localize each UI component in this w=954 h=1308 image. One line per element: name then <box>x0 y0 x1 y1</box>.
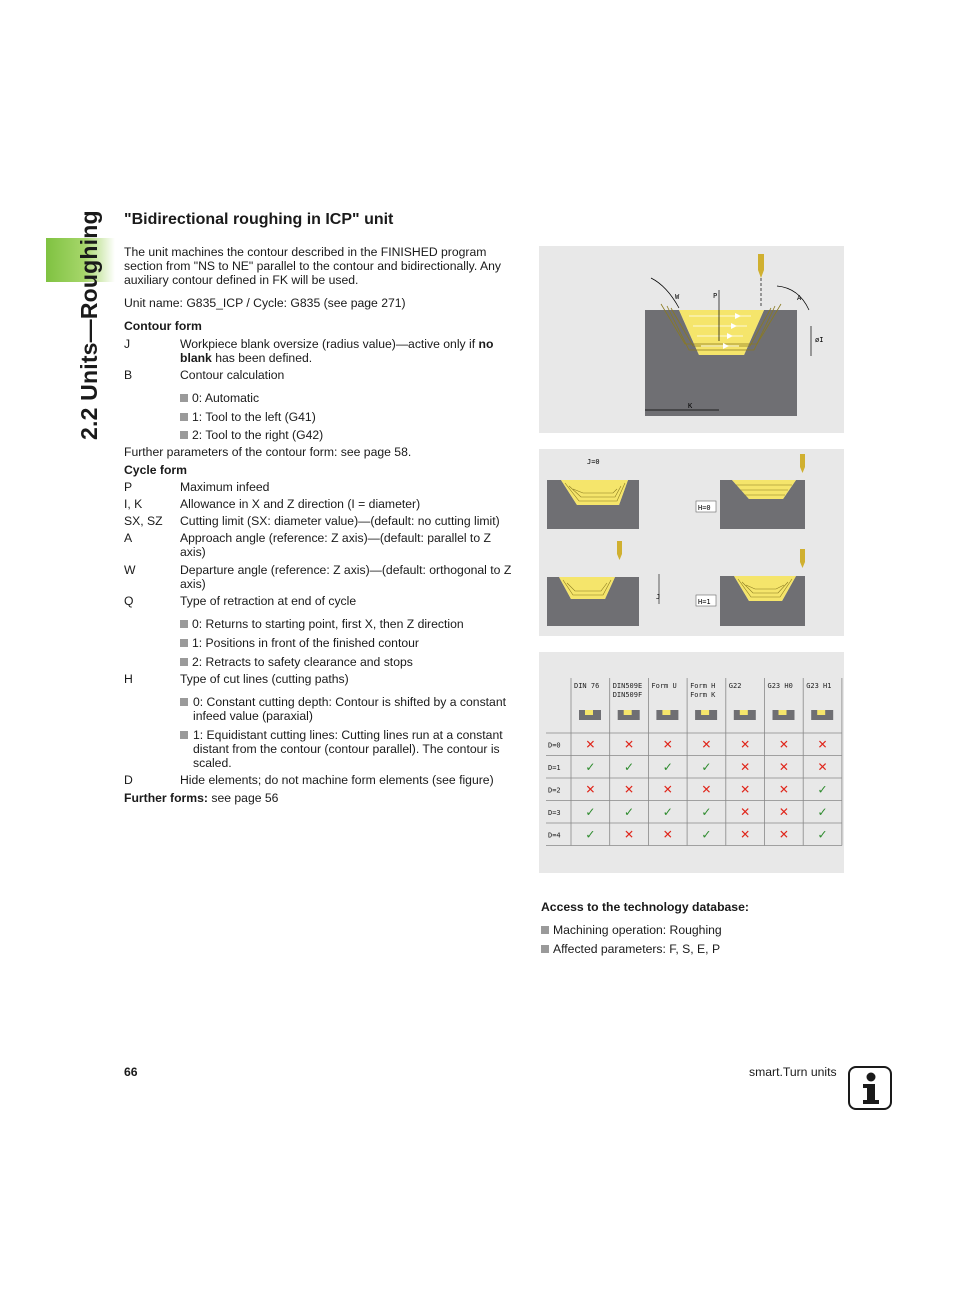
cross-icon: ✕ <box>585 737 596 752</box>
column-header: Form K <box>690 691 716 699</box>
cross-icon: ✕ <box>624 737 635 752</box>
unit-name: Unit name: G835_ICP / Cycle: G835 (see page 271) <box>124 296 406 310</box>
label-w: W <box>675 293 680 301</box>
bullet-square-icon <box>180 639 188 647</box>
cross-icon: ✕ <box>624 782 635 797</box>
cross-icon: ✕ <box>778 782 789 797</box>
column-header: G23 H1 <box>806 682 832 690</box>
check-icon: ✓ <box>817 827 828 842</box>
check-icon: ✓ <box>662 804 673 819</box>
label-a: A <box>797 294 802 302</box>
chapter-tab-label: 2.2 Units—Roughing <box>76 210 102 440</box>
bullet-square-icon <box>541 926 549 934</box>
bullet-square-icon <box>180 731 188 739</box>
check-icon: ✓ <box>624 804 635 819</box>
check-icon: ✓ <box>701 759 712 774</box>
intro-paragraph: The unit machines the contour described in the FINISHED program section from "NS to NE" parallel to the contour and bidirectionally. Any auxiliary contour defined in FK will be used. <box>124 245 501 287</box>
bullet-square-icon <box>180 431 188 439</box>
row-label: D=1 <box>548 763 561 772</box>
info-icon <box>848 1066 892 1110</box>
bullet-square-icon <box>180 658 188 666</box>
param-key: Q <box>124 594 134 608</box>
cross-icon: ✕ <box>662 827 673 842</box>
column-header: Form H <box>690 682 716 690</box>
cross-icon: ✕ <box>778 737 789 752</box>
check-icon: ✓ <box>662 759 673 774</box>
list-item: 1: Positions in front of the finished contour <box>180 636 419 650</box>
cross-icon: ✕ <box>701 737 712 752</box>
cross-icon: ✕ <box>701 782 712 797</box>
label-k: K <box>688 402 693 410</box>
row-label: D=4 <box>548 831 561 840</box>
list-item: 2: Retracts to safety clearance and stops <box>180 655 413 669</box>
check-icon: ✓ <box>817 804 828 819</box>
cross-icon: ✕ <box>662 782 673 797</box>
cut-lines-diagram <box>539 449 844 636</box>
param-desc: Departure angle (reference: Z axis)—(default: orthogonal to Z axis) <box>180 563 512 591</box>
param-key: W <box>124 563 136 577</box>
form-elements-table <box>539 652 844 873</box>
cross-icon: ✕ <box>817 737 828 752</box>
bullet-square-icon <box>180 413 188 421</box>
list-item: 0: Returns to starting point, first X, then Z direction <box>180 617 464 631</box>
param-desc: Cutting limit (SX: diameter value)—(default: no cutting limit) <box>180 514 500 528</box>
param-key: I, K <box>124 497 143 511</box>
cross-icon: ✕ <box>740 782 751 797</box>
list-item: Affected parameters: F, S, E, P <box>541 942 720 956</box>
column-header: DIN509F <box>612 691 643 699</box>
param-key: A <box>124 531 133 545</box>
row-label: D=0 <box>548 741 561 750</box>
check-icon: ✓ <box>701 804 712 819</box>
label-h0: H=0 <box>698 504 711 512</box>
param-desc: Maximum infeed <box>180 480 270 494</box>
param-key: SX, SZ <box>124 514 163 528</box>
page-number: 66 <box>124 1065 138 1079</box>
column-header: DIN 76 <box>574 682 600 690</box>
check-icon: ✓ <box>585 804 596 819</box>
chapter-name: smart.Turn units <box>749 1065 837 1079</box>
param-j-text-end: has been defined. <box>211 351 313 365</box>
list-item: 0: Constant cutting depth: Contour is shifted by a constant infeed value (paraxial) <box>180 695 510 723</box>
label-i: øI <box>815 336 824 344</box>
param-j-bold: no blank <box>180 337 494 365</box>
figure-roughing-geometry <box>539 246 844 433</box>
row-label: D=2 <box>548 786 561 795</box>
figure-form-elements-table <box>539 652 844 873</box>
param-key: J <box>124 337 131 351</box>
cross-icon: ✕ <box>740 737 751 752</box>
figure-cut-lines <box>539 449 844 636</box>
row-label: D=3 <box>548 808 561 817</box>
param-key: P <box>124 480 133 494</box>
label-p: P <box>713 292 718 300</box>
cross-icon: ✕ <box>740 827 751 842</box>
check-icon: ✓ <box>817 782 828 797</box>
cycle-form-heading: Cycle form <box>124 463 187 477</box>
bullet-square-icon <box>180 394 188 402</box>
list-item: 1: Tool to the left (G41) <box>180 410 316 424</box>
cross-icon: ✕ <box>624 827 635 842</box>
check-icon: ✓ <box>585 827 596 842</box>
list-item: 1: Equidistant cutting lines: Cutting lines run at a constant distant from the contour (contour parallel). The contour is scaled. <box>180 728 515 770</box>
check-icon: ✓ <box>585 759 596 774</box>
bullet-square-icon <box>180 698 188 706</box>
bullet-square-icon <box>180 620 188 628</box>
column-header: DIN509E <box>612 682 643 690</box>
param-desc: Type of cut lines (cutting paths) <box>180 672 349 686</box>
cross-icon: ✕ <box>778 759 789 774</box>
param-desc: Approach angle (reference: Z axis)—(default: parallel to Z axis) <box>180 531 491 559</box>
param-desc: Allowance in X and Z direction (I = diameter) <box>180 497 421 511</box>
bullet-square-icon <box>541 945 549 953</box>
check-icon: ✓ <box>624 759 635 774</box>
list-item: Machining operation: Roughing <box>541 923 722 937</box>
cross-icon: ✕ <box>817 759 828 774</box>
access-heading: Access to the technology database: <box>541 900 749 914</box>
cross-icon: ✕ <box>778 827 789 842</box>
cross-icon: ✕ <box>778 804 789 819</box>
list-item: 2: Tool to the right (G42) <box>180 428 323 442</box>
further-forms: Further forms: see page 56 <box>124 791 279 805</box>
cross-icon: ✕ <box>740 759 751 774</box>
param-desc: Hide elements; do not machine form elements (see figure) <box>180 773 494 787</box>
param-j-text: Workpiece blank oversize (radius value)—active only if <box>180 337 479 351</box>
label-j0: J=0 <box>587 458 600 466</box>
column-header: G23 H0 <box>767 682 793 690</box>
param-key: B <box>124 368 133 382</box>
label-j: J <box>656 593 661 601</box>
list-item: 0: Automatic <box>180 391 259 405</box>
cross-icon: ✕ <box>585 782 596 797</box>
param-j-desc <box>180 337 520 365</box>
cross-icon: ✕ <box>740 804 751 819</box>
contour-form-heading: Contour form <box>124 319 202 333</box>
param-desc: Type of retraction at end of cycle <box>180 594 357 608</box>
param-b-desc: Contour calculation <box>180 368 285 382</box>
check-icon: ✓ <box>701 827 712 842</box>
column-header: G22 <box>728 682 742 690</box>
section-title: "Bidirectional roughing in ICP" unit <box>124 211 394 228</box>
column-header: Form U <box>651 682 677 690</box>
contour-further: Further parameters of the contour form: see page 58. <box>124 445 412 459</box>
param-key: D <box>124 773 133 787</box>
roughing-diagram <box>539 246 844 433</box>
cross-icon: ✕ <box>662 737 673 752</box>
label-h1: H=1 <box>698 598 711 606</box>
param-key: H <box>124 672 133 686</box>
